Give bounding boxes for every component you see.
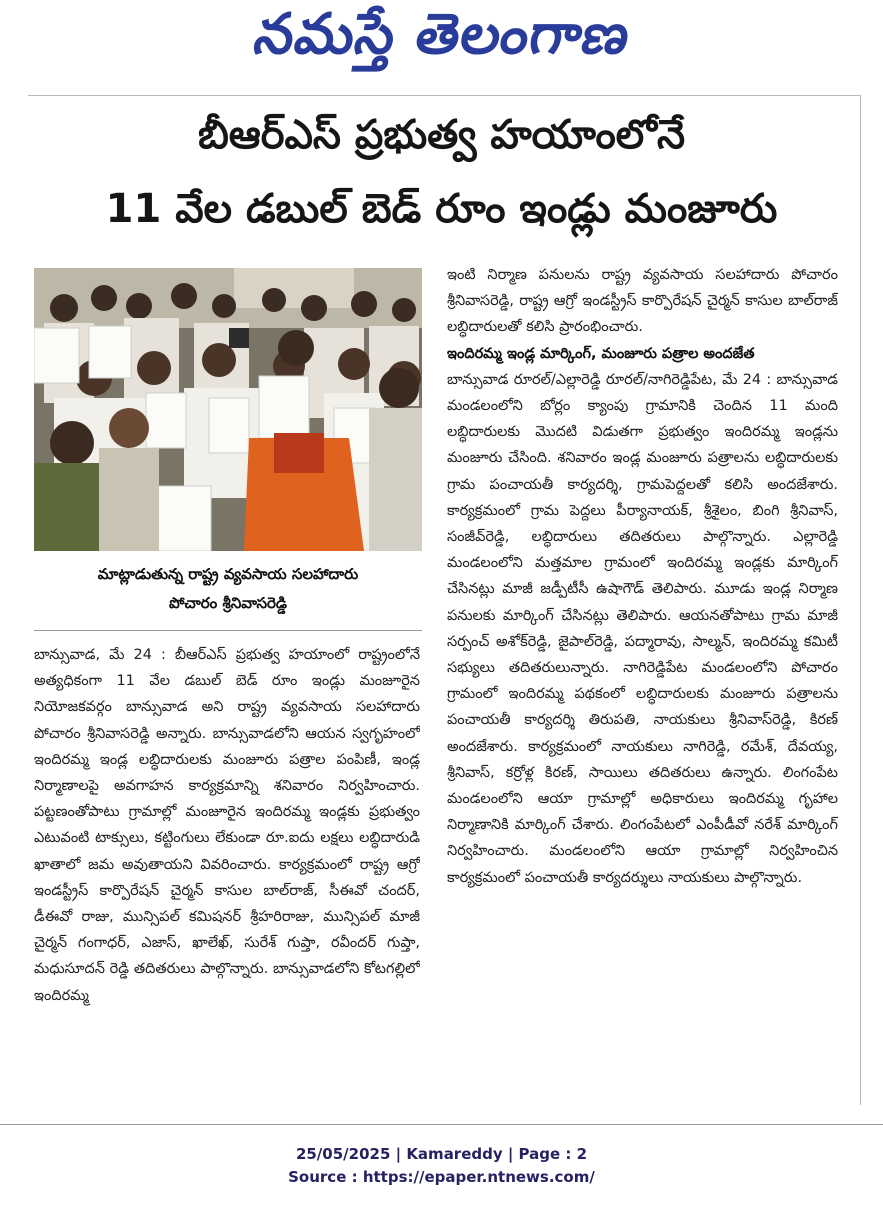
top-divider xyxy=(28,95,860,96)
caption-line-2: పోచారం శ్రీనివాసరెడ్డి xyxy=(168,594,288,612)
right-divider xyxy=(860,95,861,1105)
footer-divider xyxy=(0,1124,883,1125)
footer-source: Source : https://epaper.ntnews.com/ xyxy=(288,1168,595,1186)
caption-line-1: మాట్లాడుతున్న రాష్ట్ర వ్యవసాయ సలహాదారు xyxy=(97,565,359,583)
article-paragraph-left: బాన్సువాడ, మే 24 : బీఆర్ఎస్ ప్రభుత్వ హయాంలో రాష్ట్రంలోనే అత్యధికంగా 11 వేల డబుల్ బెడ్ రూం ఇండ్లు మంజూరైన నియోజకవర్గం బాన్సువాడ అని రాష్ట్ర వ్యవసాయ సలహాదారు పోచారం శ్రీనివాసరెడ్డి అన్నారు. బాన్సువాడలోని ఆయన స్వగృహంలో ఇందిరమ్మ ఇండ్ల లబ్ధిదారులకు మంజూరు పత్రాల పంపిణీ, ఇండ్ల నిర్మాణాలపై అవగాహన కార్యక్రమాన్ని శనివారం నిర్వహించారు. పట్టణంతోపాటు గ్రామాల్లో మంజూరైన ఇందిరమ్మ ఇండ్లకు ప్రభుత్వం ఎటువంటి టాక్సులు, కట్టింగులు లేకుండా రూ.ఐదు లక్షలు లబ్ధిదారుడి ఖాతాలో జమ అవుతాయని వివరించారు. కార్యక్రమంలో రాష్ట్ర ఆగ్రో ఇండస్ట్రీస్ కార్పొరేషన్ చైర్మన్ కాసుల బాల్‌రాజ్, సీఈవో చందర్, డీఈవో రాజు, మున్సిపల్ కమిషనర్ శ్రీహరిరాజు, మున్సిపల్ మాజీ చైర్మన్ గంగాధర్, ఎజాస్, ఖాలేఖ్, సురేశ్ గుప్తా, రవీందర్ గుప్తా, మధుసూదన్ రెడ్డి తదితరులు పాల్గొన్నారు. బాన్సువాడలోని కోటగల్లిలో ఇందిరమ్మ xyxy=(34,647,420,1004)
headline-line-1: బీఆర్ఎస్ ప్రభుత్వ హయాంలోనే xyxy=(197,112,686,158)
masthead xyxy=(0,1,883,78)
footer-date-edition: 25/05/2025 | Kamareddy | Page : 2 xyxy=(295,1145,588,1163)
article-paragraph-right-2: బాన్సువాడ రూరల్/ఎల్లారెడ్డి రూరల్/నాగిరెడ్డిపేట, మే 24 : బాన్సువాడ మండలంలోని బోర్లం క్యాంపు గ్రామానికి చెందిన 11 మంది లబ్ధిదారులకు మొదటి విడుతగా ప్రభుత్వం ఇందిరమ్మ ఇండ్లను మంజూరు చేసింది. శనివారం ఇండ్ల మంజూరు పత్రాలను లబ్ధిదారులకు గ్రామ పంచాయతీ కార్యదర్శి, గ్రామపెద్దలతో కలిసి అందజేశారు. కార్యక్రమంలో గ్రామ పెద్దలు పీర్యానాయక్, శ్రీశైలం, బింగి శ్రీనివాస్, సంజీవ్‌రెడ్డి, లబ్ధిదారులు తదితరులు పాల్గొన్నారు. ఎల్లారెడ్డి మండలంలోని మత్తమాల గ్రామంలో ఇందిరమ్మ ఇండ్లకు మార్కింగ్ చేసినట్లు మాజీ జడ్పీటీసీ ఉషాగౌడ్ తెలిపారు. మూడు ఇండ్ల నిర్మాణ పనులకు మార్కింగ్ చేసినట్లు తెలిపారు. ఆయనతోపాటు గ్రామ మాజీ సర్పంచ్ అశోక్‌రెడ్డి, జైపాల్‌రెడ్డి, పద్మారావు, సాల్మన్, ఇందిరమ్మ కమిటీ సభ్యులు తదితరులున్నారు. నాగిరెడ్డిపేట మండలంలోని పోచారం గ్రామంలో ఇందిరమ్మ పథకంలో లబ్ధిదారులకు మంజూరు పత్రాలను పంచాయతీ కార్యదర్శి తిరుపతి, నాయకులు శ్రీనివాస్‌రెడ్డి, కిరణ్ అందజేశారు. కార్యక్రమంలో నాయకులు నాగిరెడ్డి, రమేశ్, దేవయ్య, శ్రీనివాస్, కర్రోళ్ల కిరణ్, సాయిలు తదితరులు ఉన్నారు. లింగంపేట మండలంలోని ఆయా గ్రామాల్లో అధికారులు ఇందిరమ్మ గృహాల నిర్మాణానికి మార్కింగ్ చేశారు. లింగంపేటలో ఎంపీడీవో నరేశ్ మార్కింగ్ నిర్వహించారు. మండలంలోని ఆయా గ్రామాల్లో నిర్వహించిన కార్యక్రమంలో పంచాయతీ కార్యదర్శులు నాయకులు పాల్గొన్నారు. xyxy=(447,371,838,886)
masthead-title: నమస్తే తెలంగాణ xyxy=(249,1,636,67)
article-subheading: ఇందిరమ్మ ఇండ్ల మార్కింగ్, మంజూరు పత్రాల అందజేత xyxy=(447,345,755,362)
headline-line-2: 11 వేల డబుల్ బెడ్ రూం ఇండ్లు మంజూరు xyxy=(105,186,778,232)
article-column-left xyxy=(34,642,420,1098)
photo-caption xyxy=(34,560,422,618)
news-photo xyxy=(34,268,422,551)
article-column-right xyxy=(447,262,838,1098)
news-photo-image xyxy=(34,268,422,551)
article-paragraph-right-1: ఇంటి నిర్మాణ పనులను రాష్ట్ర వ్యవసాయ సలహాదారు పోచారం శ్రీనివాసరెడ్డి, రాష్ట్ర ఆగ్రో ఇండస్ట్రీస్ కార్పొరేషన్ చైర్మన్ కాసుల బాల్‌రాజ్ లబ్ధిదారులతో కలిసి ప్రారంభించారు. xyxy=(447,267,838,336)
caption-divider xyxy=(34,630,422,631)
